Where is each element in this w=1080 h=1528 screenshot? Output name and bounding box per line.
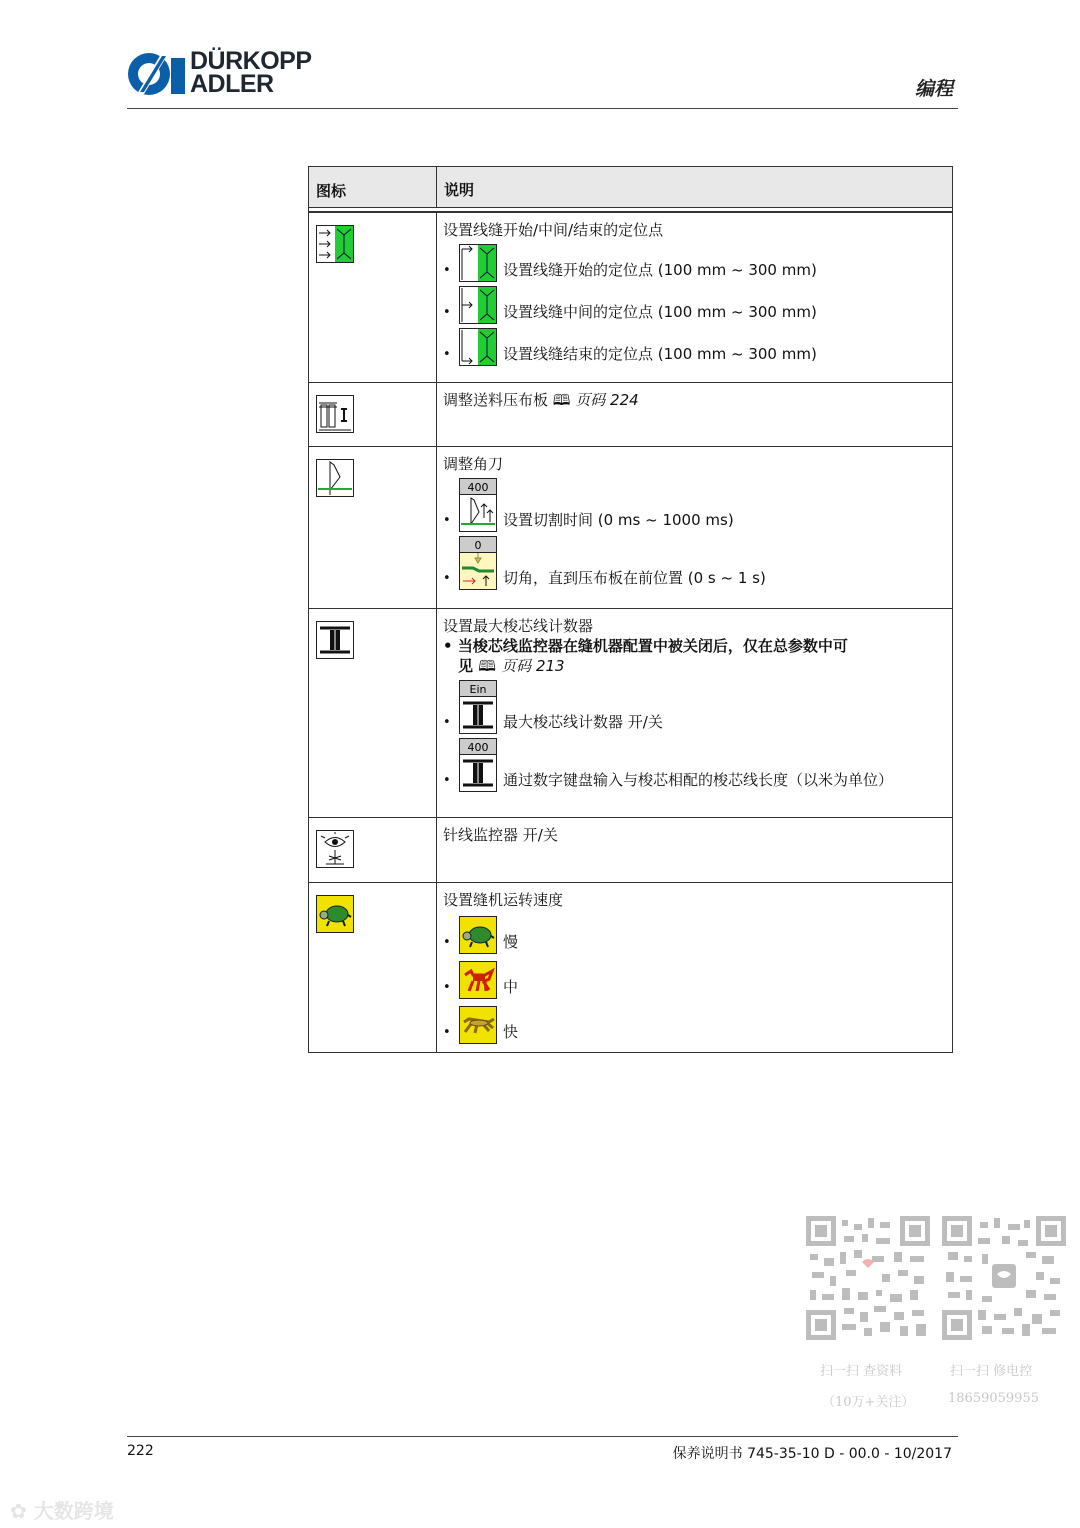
list-item: • 设置线缝中间的定位点 (100 mm ~ 300 mm) bbox=[443, 286, 946, 324]
list-item: • 设置线缝开始的定位点 (100 mm ~ 300 mm) bbox=[443, 244, 946, 282]
item-text: 设置线缝开始的定位点 (100 mm ~ 300 mm) bbox=[503, 261, 817, 279]
item-text: 设置线缝中间的定位点 (100 mm ~ 300 mm) bbox=[503, 303, 817, 321]
qr-right-caption1: 扫一扫 修电控 bbox=[950, 1364, 1033, 1379]
watermark bbox=[10, 1495, 114, 1524]
item-text: 最大梭芯线计数器 开/关 bbox=[503, 713, 663, 731]
brand-line2: ADLER bbox=[190, 70, 274, 98]
durkopp-adler-logo bbox=[127, 47, 327, 100]
cheetah-icon bbox=[459, 1006, 497, 1044]
logo-mark-icon bbox=[127, 52, 185, 96]
badge-text: 0 bbox=[474, 539, 482, 552]
seam-start-icon bbox=[459, 244, 497, 282]
badge-text: 400 bbox=[467, 481, 489, 494]
header-rule bbox=[127, 108, 958, 109]
item-text: 设置切割时间 (0 ms ~ 1000 ms) bbox=[503, 511, 734, 529]
row-title: 设置缝机运转速度 bbox=[443, 891, 564, 909]
bobbin-counter-icon bbox=[316, 621, 354, 659]
note-continuation: 见 bbox=[458, 657, 474, 675]
list-item: • 慢 bbox=[443, 916, 946, 954]
seam-positioning-icon bbox=[316, 225, 354, 263]
item-text: 慢 bbox=[503, 933, 519, 951]
watermark-logo-icon: ✿ bbox=[10, 1499, 27, 1523]
watermark-text: 大数跨境 bbox=[33, 1499, 114, 1523]
row-title: 针线监控器 开/关 bbox=[443, 826, 558, 844]
qr-code-left bbox=[806, 1216, 930, 1340]
table-row bbox=[309, 382, 952, 446]
feed-presser-plate-icon bbox=[316, 395, 354, 433]
brand-line1: DÜRKOPP bbox=[190, 47, 312, 75]
list-item: • 0 切角，直到压布板在前位置 (0 s ~ 1 s) bbox=[443, 536, 946, 590]
qr-code-right bbox=[942, 1216, 1066, 1340]
table-row bbox=[309, 446, 952, 608]
seam-middle-icon bbox=[459, 286, 497, 324]
seam-end-icon bbox=[459, 328, 497, 366]
book-icon: 🕮 bbox=[478, 657, 496, 675]
page-number: 222 bbox=[127, 1443, 154, 1459]
col-desc-header: 说明 bbox=[444, 181, 475, 199]
note-text: • 当梭芯线监控器在缝机器配置中被关闭后，仅在总参数中可 bbox=[443, 637, 848, 655]
bobbin-counter-toggle-icon bbox=[459, 680, 497, 734]
qr-left-caption1: 扫一扫 查资料 bbox=[820, 1364, 903, 1379]
icon-table bbox=[308, 166, 953, 1053]
item-text: 设置线缝结束的定位点 (100 mm ~ 300 mm) bbox=[503, 345, 817, 363]
corner-knife-icon bbox=[316, 459, 354, 497]
turtle-icon bbox=[459, 916, 497, 954]
needle-thread-monitor-icon bbox=[316, 830, 354, 868]
list-item: • Ein 最大梭芯线计数器 开/关 bbox=[443, 680, 946, 734]
speed-icon bbox=[316, 895, 354, 933]
book-icon: 🕮 bbox=[552, 391, 571, 409]
row-title: 调整送料压布板 bbox=[443, 391, 549, 409]
list-item: • 设置线缝结束的定位点 (100 mm ~ 300 mm) bbox=[443, 328, 946, 366]
page-reference[interactable]: 页码 224 bbox=[575, 391, 639, 409]
col-icon-header: 图标 bbox=[309, 167, 437, 207]
badge-text: Ein bbox=[469, 683, 487, 696]
item-text: 通过数字键盘输入与梭芯相配的梭芯线长度（以米为单位） bbox=[503, 771, 894, 789]
row-title: 设置线缝开始/中间/结束的定位点 bbox=[443, 221, 664, 239]
document-reference: 保养说明书 745-35-10 D - 00.0 - 10/2017 bbox=[672, 1446, 952, 1462]
fox-icon bbox=[459, 961, 497, 999]
list-item: • 中 bbox=[443, 961, 946, 999]
list-item: • 400 设置切割时间 (0 ms ~ 1000 ms) bbox=[443, 478, 946, 532]
cut-time-icon bbox=[459, 478, 497, 532]
table-row bbox=[309, 212, 952, 382]
list-item: • 400 通过数字键盘输入与梭芯相配的梭芯线长度（以米为单位） bbox=[443, 738, 946, 792]
item-text: 快 bbox=[503, 1023, 519, 1041]
table-row bbox=[309, 608, 952, 817]
table-header bbox=[309, 167, 952, 208]
item-text: 切角，直到压布板在前位置 (0 s ~ 1 s) bbox=[503, 569, 766, 587]
bobbin-length-icon bbox=[459, 738, 497, 792]
qr-left-caption2: （10万+关注） bbox=[822, 1395, 915, 1410]
page-reference[interactable]: 页码 213 bbox=[501, 657, 565, 675]
section-title: 编程 bbox=[914, 78, 953, 100]
badge-text: 400 bbox=[467, 741, 489, 754]
footer-rule bbox=[127, 1436, 958, 1437]
table-row bbox=[309, 817, 952, 882]
corner-cut-icon bbox=[459, 536, 497, 590]
list-item: • 快 bbox=[443, 1006, 946, 1044]
table-row bbox=[309, 882, 952, 1052]
item-text: 中 bbox=[503, 978, 519, 996]
qr-right-caption2: 18659059955 bbox=[948, 1391, 1039, 1406]
row-title: 调整角刀 bbox=[443, 455, 504, 473]
row-title: 设置最大梭芯线计数器 bbox=[443, 617, 594, 635]
